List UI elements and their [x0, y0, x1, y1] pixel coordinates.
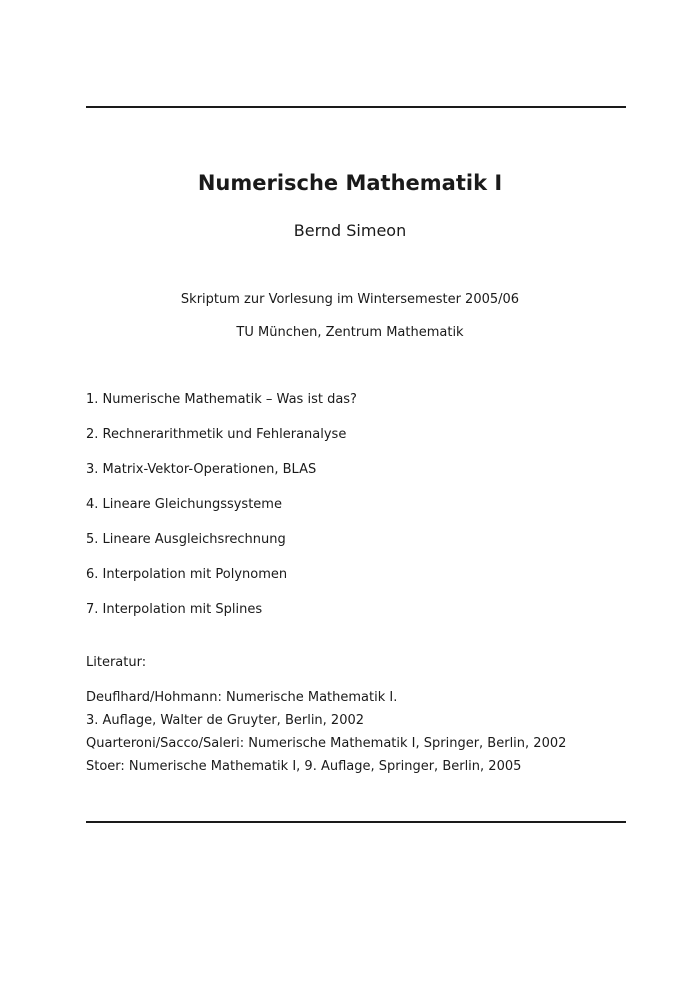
toc-item: 7. Interpolation mit Splines [86, 602, 263, 617]
top-rule [86, 106, 626, 108]
toc-item: 6. Interpolation mit Polynomen [86, 567, 288, 582]
toc-item: 5. Lineare Ausgleichsrechnung [86, 532, 286, 547]
literature-line: 3. Auflage, Walter de Gruyter, Berlin, 2002 [86, 713, 365, 728]
literature-line: Quarteroni/Sacco/Saleri: Numerische Mathematik I, Springer, Berlin, 2002 [86, 736, 567, 751]
toc-item: 2. Rechnerarithmetik und Fehleranalyse [86, 427, 347, 442]
literature-heading: Literatur: [86, 655, 147, 670]
toc-item: 3. Matrix-Vektor-Operationen, BLAS [86, 462, 317, 477]
bottom-rule [86, 821, 626, 823]
document-subtitle: Skriptum zur Vorlesung im Wintersemester 2005/06 [180, 292, 520, 307]
literature-line: Deuflhard/Hohmann: Numerische Mathematik I. [86, 690, 398, 705]
literature-list [86, 686, 626, 778]
toc-item: 4. Lineare Gleichungssysteme [86, 497, 282, 512]
literature-line: Stoer: Numerische Mathematik I, 9. Auflage, Springer, Berlin, 2005 [86, 759, 522, 774]
toc-item: 1. Numerische Mathematik – Was ist das? [86, 392, 357, 407]
document-title: Numerische Mathematik I [197, 171, 503, 195]
author-name: Bernd Simeon [293, 221, 407, 240]
institution-name: TU München, Zentrum Mathematik [236, 325, 464, 340]
table-of-contents [86, 388, 626, 633]
